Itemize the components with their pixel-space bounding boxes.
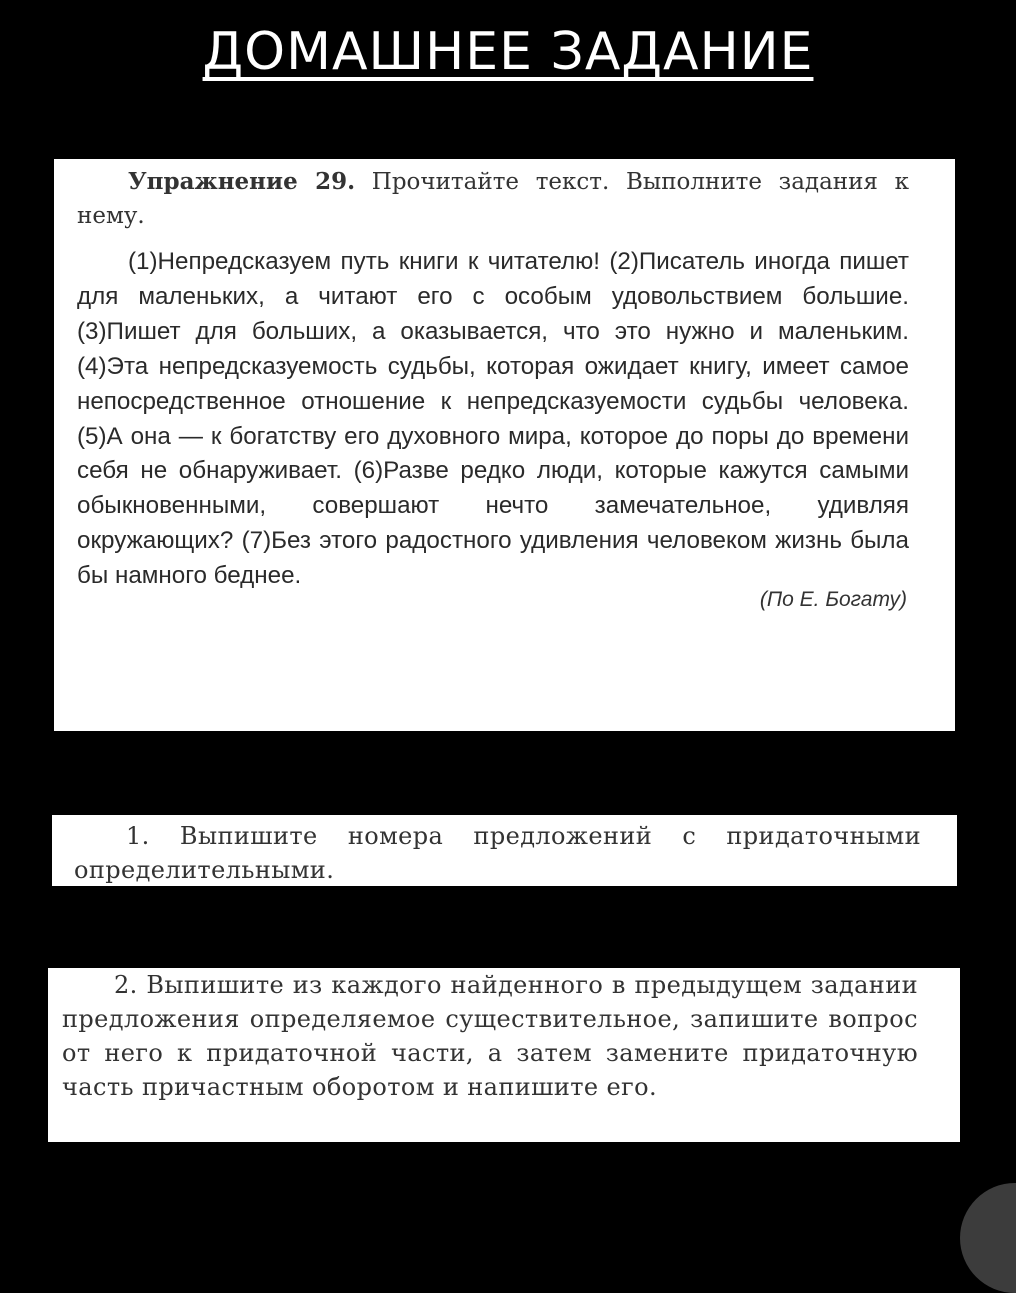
exercise-source: (По Е. Богату) [759, 588, 907, 612]
exercise-card [54, 159, 955, 731]
page-title: ДОМАШНЕЕ ЗАДАНИЕ [202, 22, 814, 82]
exercise-instruction: Прочитайте текст. Выполните задания к нему. [77, 169, 909, 229]
exercise-heading [77, 165, 909, 233]
task-2-text: 2. Выпишите из каждого найденного в предыдущем задании предложения определяемое существительное, запишите вопрос от него к придаточной части, а затем замените придаточную часть причастным оборотом и напишите его. [62, 971, 918, 1101]
exercise-label: Упражнение 29. [128, 168, 356, 195]
corner-overlay [960, 1183, 1016, 1293]
task-1-card [52, 815, 957, 886]
exercise-text: (1)Непредсказуем путь книги к читателю! (2)Писатель иногда пишет для маленьких, а читают его с особым удовольствием большие. (3)Пишет для больших, а оказывается, что это нужно и маленьким. (4)Эта непредсказуемость судьбы, которая ожидает книгу, имеет самое непосредственное отношение к непредсказуемости судьбы человека. (5)А она — к богатству его духовного мира, которое до поры до времени себя не обнаруживает. (6)Разве редко люди, которые кажутся самыми обыкновенными, совершают нечто замечательное, удивляя окружающих? (7)Без этого радостного удивления человеком жизнь была бы намного беднее. [77, 248, 909, 590]
task-2-card [48, 968, 960, 1142]
task-1-text: 1. Выпишите номера предложений с придаточными определительными. [74, 822, 921, 884]
